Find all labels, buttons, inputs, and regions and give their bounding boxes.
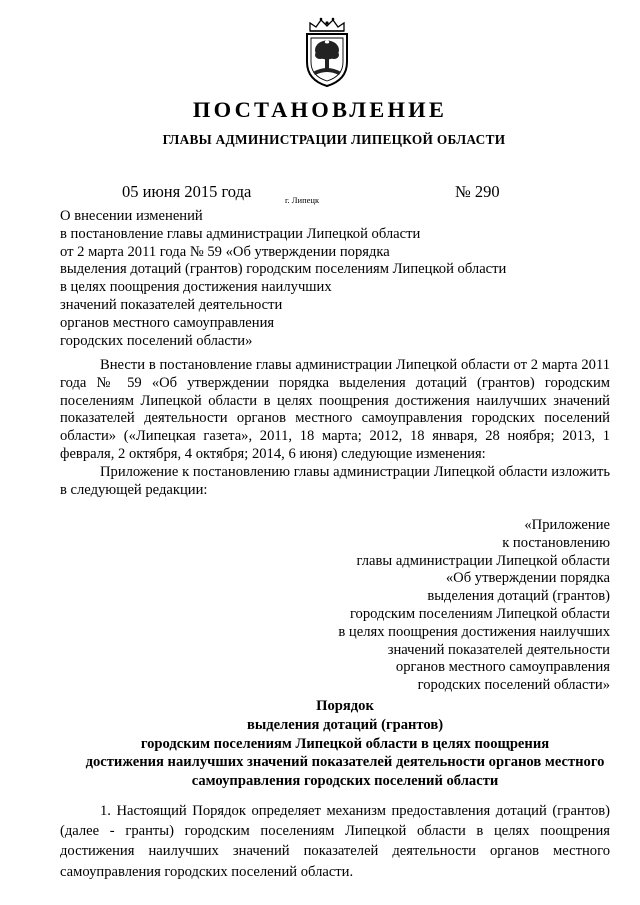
order-heading-line: городским поселениям Липецкой области в целях поощрения [140, 735, 550, 752]
appendix-line: в целях поощрения достижения наилучших [338, 623, 610, 640]
order-point-1: 1. Настоящий Порядок определяет механизм предоставления дотаций (грантов) (далее - гранты) городским поселениям Липецкой области в целях поощрения достижения наилучших значений показателей деятельности органов местного самоуправления городских поселений области. [60, 803, 610, 880]
subject-line: от 2 марта 2011 года № 59 «Об утверждении порядка [60, 243, 390, 260]
appendix-line: городских поселений области» [417, 677, 610, 694]
document-subtitle: ГЛАВЫ АДМИНИСТРАЦИИ ЛИПЕЦКОЙ ОБЛАСТИ [162, 132, 506, 147]
appendix-line: «Приложение [524, 517, 610, 533]
coat-of-arms-icon [296, 14, 358, 88]
order-heading-line: самоуправления городских поселений области [191, 773, 499, 790]
subject-line: О внесении изменений [60, 208, 203, 224]
appendix-line: к постановлению [502, 534, 610, 551]
appendix-line: городским поселениям Липецкой области [349, 605, 610, 622]
order-heading-line: выделения дотаций (грантов) [246, 716, 444, 733]
subject-line: выделения дотаций (грантов) городским поселениям Липецкой области [60, 261, 507, 278]
order-heading-line: достижения наилучших значений показателей деятельности органов местного [85, 754, 605, 771]
document-number: № 290 [455, 182, 500, 201]
subject-line: органов местного самоуправления [60, 314, 275, 331]
order-heading [40, 697, 640, 791]
document-city: г. Липецк [285, 195, 320, 205]
subject-block [60, 208, 580, 350]
appendix-line: органов местного самоуправления [395, 659, 610, 676]
document-date: 05 июня 2015 года [122, 182, 252, 201]
appendix-line: главы администрации Липецкой области [356, 552, 610, 569]
body-paragraph-appendix: Приложение к постановлению главы администрации Липецкой области изложить в следующей редакции: [60, 464, 610, 498]
appendix-line: значений показателей деятельности [387, 641, 610, 658]
appendix-line: выделения дотаций (грантов) [427, 588, 610, 605]
order-heading-line: Порядок [316, 698, 374, 714]
subject-line: городских поселений области» [60, 332, 253, 349]
appendix-line: «Об утверждении порядка [445, 570, 610, 587]
subject-line: в целях поощрения достижения наилучших [60, 279, 332, 296]
subject-line: значений показателей деятельности [60, 296, 283, 313]
document-title: ПОСТАНОВЛЕНИЕ [192, 97, 448, 122]
appendix-reference [250, 517, 610, 695]
body-paragraph-amendment: Внести в постановление главы администрации Липецкой области от 2 марта 2011 года № 59 «Об утверждении порядка выделения дотаций (грантов) городским поселениям Липецкой области в целях поощрения достижения наилучших значений показателей деятельности органов местного самоуправления городских поселений области» («Липецкая газета», 2011, 18 марта; 2012, 18 января, 28 ноября; 2013, 1 февраля, 2 октября, 4 октября; 2014, 6 июня) следующие изменения: [60, 357, 610, 462]
subject-line: в постановление главы администрации Липецкой области [60, 225, 421, 242]
